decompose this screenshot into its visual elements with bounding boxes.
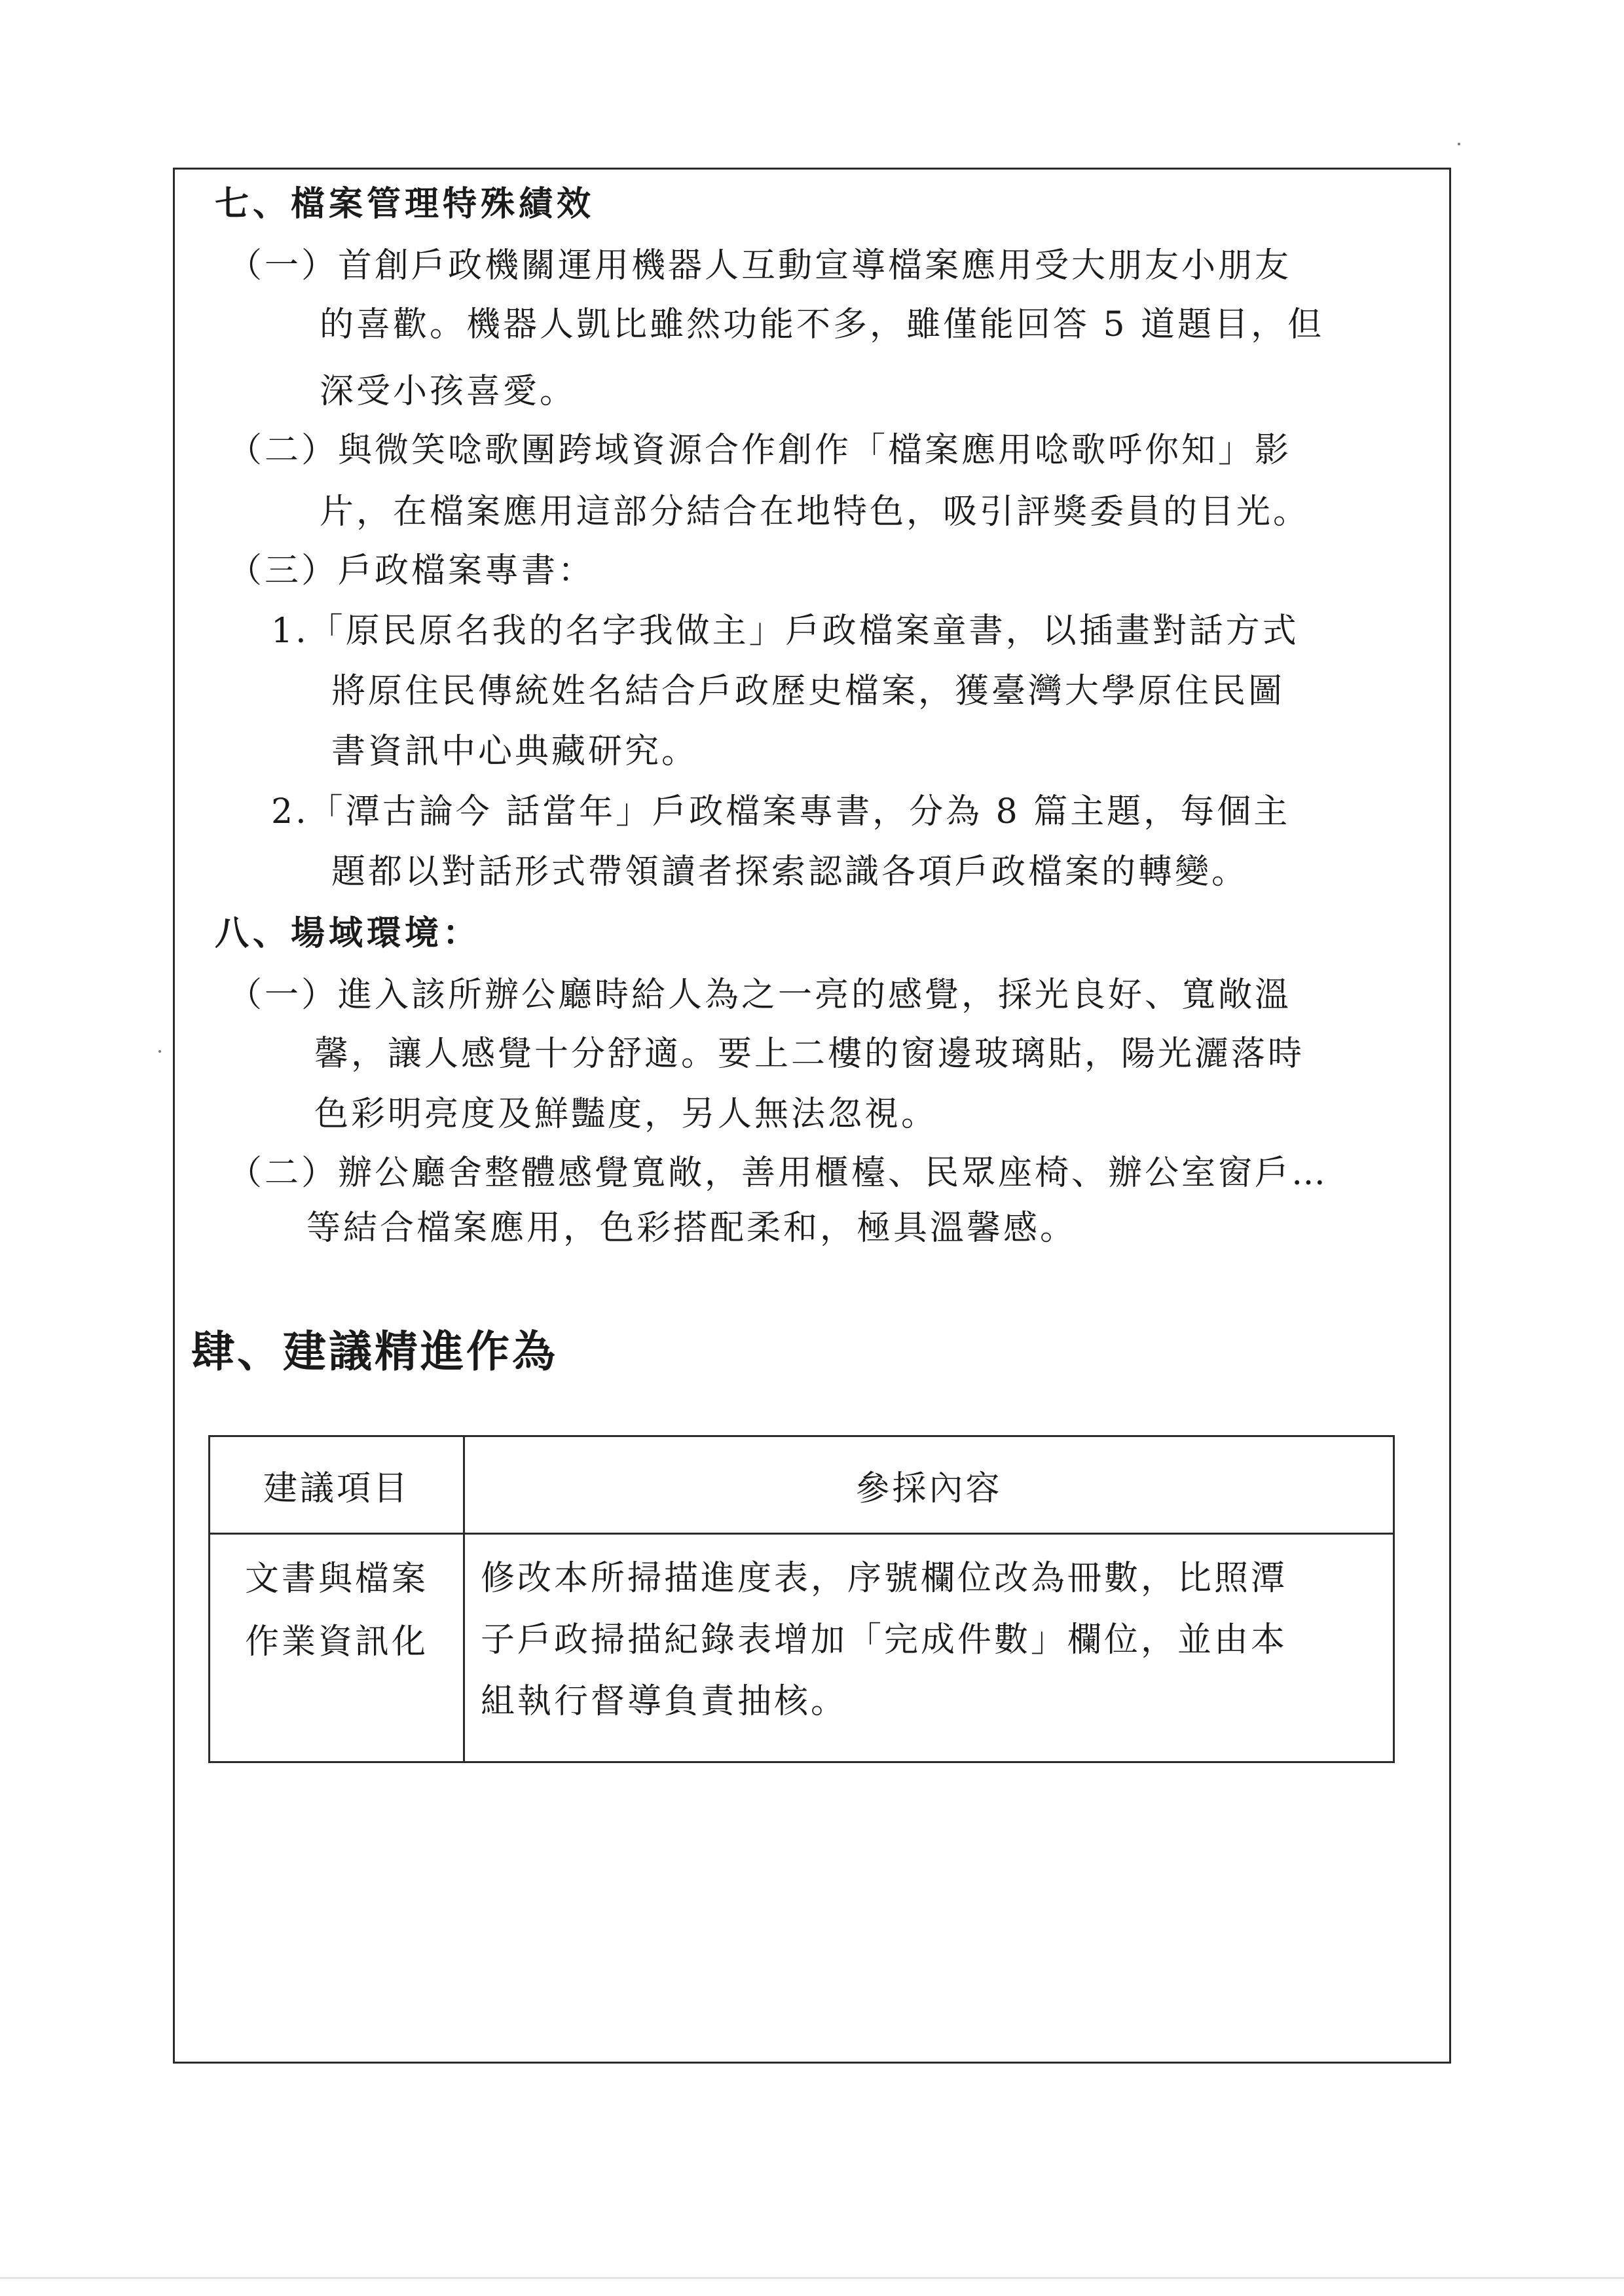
item-line2: 作業資訊化	[244, 1622, 428, 1662]
section8-item1-line2: 馨，讓人感覺十分舒適。要上二樓的窗邊玻璃貼，陽光灑落時	[314, 1034, 1305, 1074]
section7-item3-sub1-line1: 1.「原民原名我的名字我做主」戶政檔案童書，以插畫對話方式	[271, 611, 1299, 651]
table-row	[210, 1534, 1394, 1762]
item-line1: 文書與檔案	[244, 1559, 428, 1599]
scan-bottom-rule	[0, 2277, 1624, 2279]
table-cell-content	[464, 1534, 1394, 1762]
section7-item2-line2: 片，在檔案應用這部分結合在地特色，吸引評獎委員的目光。	[320, 492, 1310, 532]
scan-speck	[158, 1050, 161, 1053]
section8-item1-line1: （一）進入該所辦公廳時給人為之一亮的感覺，採光良好、寬敞溫	[228, 975, 1292, 1015]
section-si-heading: 肆、建議精進作為	[191, 1326, 558, 1377]
section7-item1-line2: 的喜歡。機器人凱比雖然功能不多，雖僅能回答 5 道題目，但	[320, 305, 1325, 344]
content-line3: 組執行督導負責抽核。	[481, 1682, 848, 1721]
section7-item1-line1: （一）首創戶政機關運用機器人互動宣導檔案應用受大朋友小朋友	[228, 246, 1292, 285]
section7-item3-sub2-line1: 2.「潭古論今 話當年」戶政檔案專書，分為 8 篇主題，每個主	[271, 792, 1291, 831]
content-line2: 子戶政掃描紀錄表增加「完成件數」欄位，並由本	[481, 1620, 1288, 1660]
section8-item2-line2: 等結合檔案應用，色彩搭配柔和，極具溫馨感。	[306, 1209, 1077, 1248]
section8-item2-line1: （二）辦公廳舍整體感覺寬敞，善用櫃檯、民眾座椅、辦公室窗戶…	[228, 1154, 1329, 1193]
section7-item1-line3: 深受小孩喜愛。	[320, 372, 577, 411]
table-header-item: 建議項目	[210, 1436, 464, 1534]
scan-speck	[1458, 143, 1460, 145]
table-cell-item	[210, 1534, 464, 1762]
table-header-row	[210, 1436, 1394, 1534]
section7-item3-sub2-line2: 題都以對話形式帶領讀者探索認識各項戶政檔案的轉變。	[331, 852, 1249, 892]
content-line1: 修改本所掃描進度表，序號欄位改為冊數，比照潭	[481, 1559, 1288, 1598]
section7-item3-sub1-line2: 將原住民傳統姓名結合戶政歷史檔案，獲臺灣大學原住民圖	[331, 672, 1285, 711]
table-header-content: 參採內容	[464, 1436, 1394, 1534]
section7-item3-sub1-line3: 書資訊中心典藏研究。	[331, 732, 699, 771]
section8-item1-line3: 色彩明亮度及鮮豔度，另人無法忽視。	[314, 1095, 938, 1134]
suggestion-table	[208, 1435, 1395, 1763]
section7-heading: 七、檔案管理特殊績效	[215, 184, 595, 224]
section7-item3-line1: （三）戶政檔案專書：	[228, 551, 595, 591]
section7-item2-line1: （二）與微笑唸歌團跨域資源合作創作「檔案應用唸歌呼你知」影	[228, 431, 1292, 470]
section8-heading: 八、場域環境：	[215, 913, 481, 953]
